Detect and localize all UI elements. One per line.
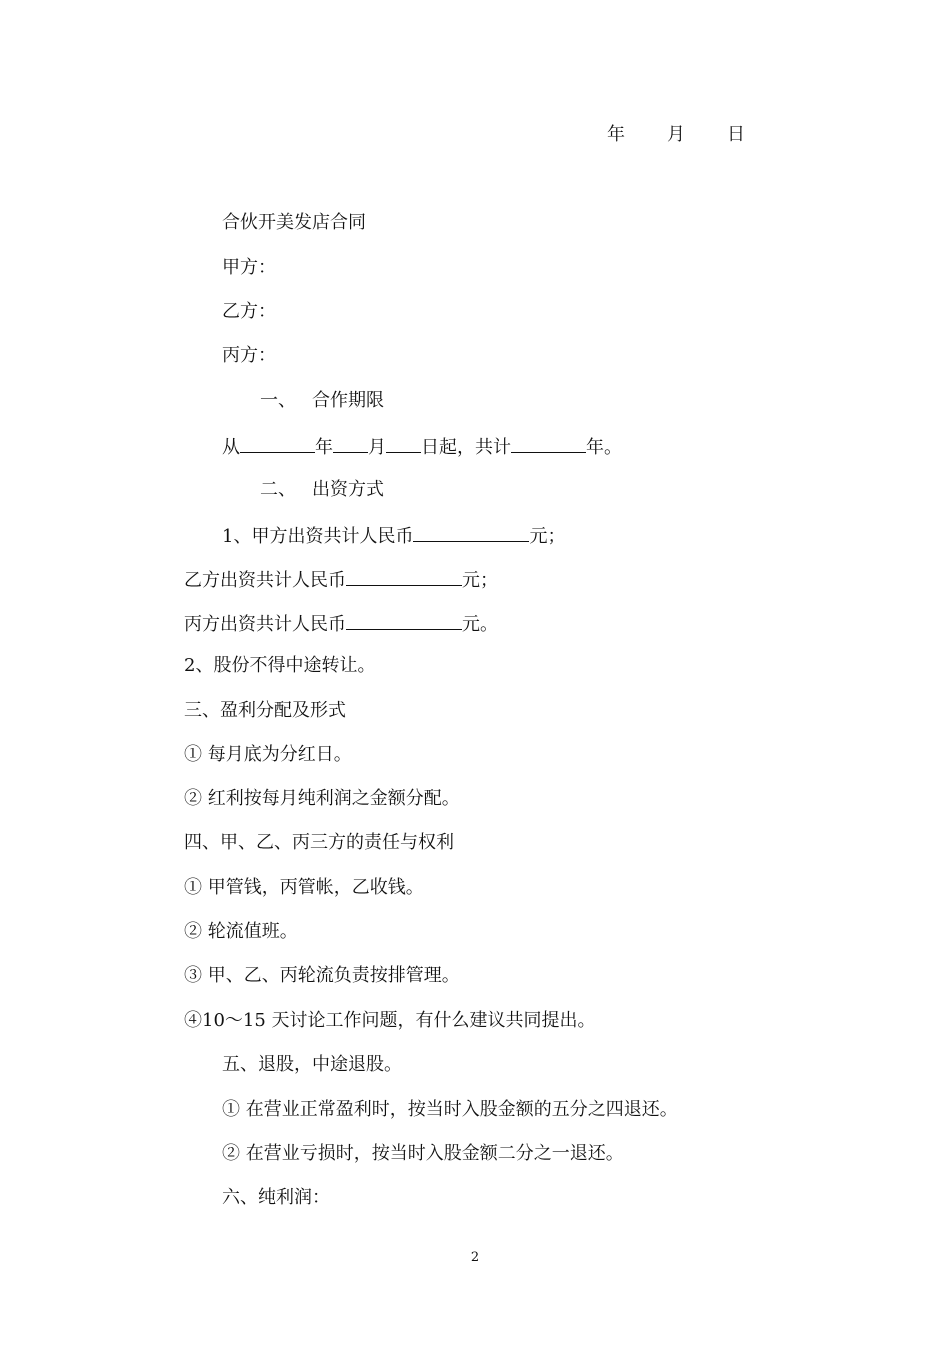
section-4-item-4: ④10～15 天讨论工作问题，有什么建议共同提出。 [184,1010,596,1031]
party-b: 乙方： [222,301,276,322]
section-3-item-1: ① 每月底为分红日。 [184,744,352,765]
section-6-heading: 六、纯利润： [222,1187,330,1208]
start-day-blank[interactable] [386,434,421,453]
start-year-blank[interactable] [240,434,315,453]
section-4-item-2: ② 轮流值班。 [184,921,298,942]
party-a-amount-blank[interactable] [413,523,529,542]
party-c-investment: 丙方出资共计人民币 元。 [184,611,498,636]
share-transfer-clause: 2、股份不得中途转让。 [184,655,376,676]
total-years-blank[interactable] [511,434,586,453]
page-number: 2 [470,1250,480,1265]
section-5-item-2: ② 在营业亏损时，按当时入股金额二分之一退还。 [222,1143,624,1164]
section-3-item-2: ② 红利按每月纯利润之金额分配。 [184,788,460,809]
date-line [607,124,745,146]
party-b-amount-blank[interactable] [346,567,462,586]
party-b-investment: 乙方出资共计人民币 元； [184,567,498,592]
section-4-item-3: ③ 甲、乙、丙轮流负责按排管理。 [184,965,460,986]
section-3-heading: 三、盈利分配及形式 [184,700,346,721]
party-c: 丙方： [222,345,276,366]
section-4-heading: 四、甲、乙、丙三方的责任与权利 [184,832,454,853]
section-1-heading: 一、 合作期限 [260,390,384,411]
party-a-investment: 1、甲方出资共计人民币 元； [222,523,565,548]
party-c-amount-blank[interactable] [346,611,462,630]
contract-title: 合伙开美发店合同 [222,212,366,233]
party-a: 甲方： [222,257,276,278]
section-5-heading: 五、退股，中途退股。 [222,1054,402,1075]
section-2-heading: 二、 出资方式 [260,479,384,500]
term-line: 从 年 月 日起，共计 年。 [222,434,622,459]
section-4-item-1: ① 甲管钱，丙管帐，乙收钱。 [184,877,424,898]
section-5-item-1: ① 在营业正常盈利时，按当时入股金额的五分之四退还。 [222,1099,678,1120]
date-year: 年 [607,124,625,145]
date-day: 日 [727,124,745,145]
date-month: 月 [667,124,685,145]
start-month-blank[interactable] [333,434,368,453]
